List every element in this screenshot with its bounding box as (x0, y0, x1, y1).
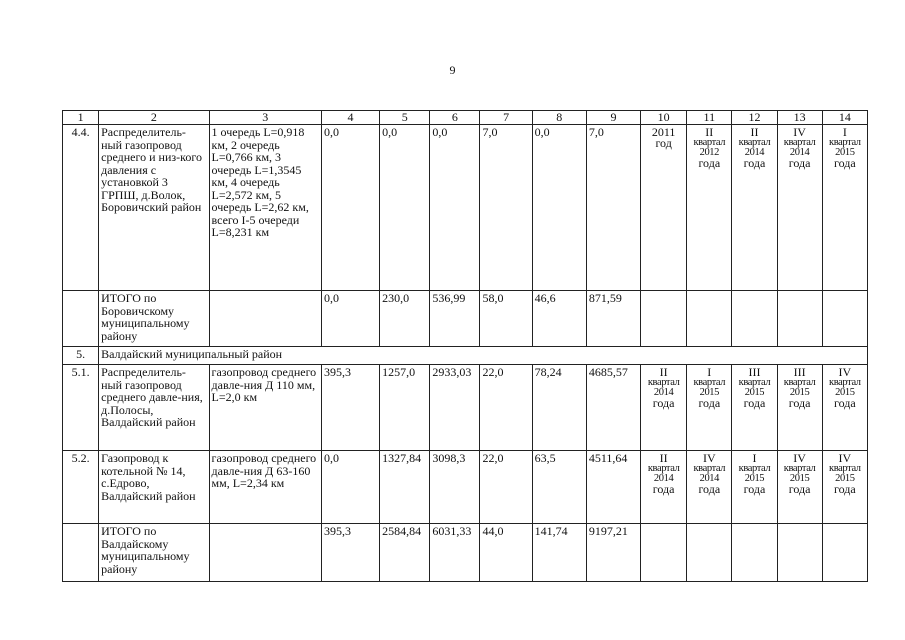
object-spec: 1 очередь L=0,918 км, 2 очередь L=0,766 км, 3 очередь L=1,3545 км, 4 очередь L=2,572 км, 5 очередь L=2,62 км, всего I-5 очереди L=8,231 км (209, 125, 321, 291)
value-cell: 58,0 (480, 291, 532, 347)
value-cell: 46,6 (532, 291, 586, 347)
empty-cell (641, 291, 687, 347)
empty-cell (687, 524, 732, 582)
value-cell: 6031,33 (430, 524, 480, 582)
object-name: Распределитель-ный газопровод среднего давле-ния, д.Полосы, Валдайский район (99, 365, 209, 451)
period-mid: квартал 2014 (738, 137, 771, 158)
value-cell: 1257,0 (380, 365, 430, 451)
value-cell: 0,0 (321, 125, 379, 291)
empty-cell (641, 524, 687, 582)
period-top: IV (838, 365, 852, 379)
value-cell: 1327,84 (380, 451, 430, 524)
object-name: Газопровод к котельной № 14, с.Едрово, Валдайский район (99, 451, 209, 524)
value-cell: 0,0 (532, 125, 586, 291)
period-mid: квартал 2012 (693, 137, 726, 158)
row-id: 5.1. (63, 365, 99, 451)
period-bottom: года (833, 482, 856, 496)
header-cell: 3 (209, 111, 321, 125)
period-bottom: года (652, 396, 675, 410)
period-mid: квартал 2015 (783, 463, 816, 484)
period-cell (687, 125, 732, 291)
period-top: IV (702, 451, 716, 465)
value-cell: 395,3 (321, 365, 379, 451)
value-cell: 3098,3 (430, 451, 480, 524)
row-id (63, 291, 99, 347)
header-row (63, 111, 868, 125)
period-bottom: года (743, 482, 766, 496)
period-mid: квартал 2015 (738, 377, 771, 398)
object-spec (209, 524, 321, 582)
empty-cell (822, 524, 867, 582)
period-bottom: года (743, 156, 766, 170)
value-cell: 871,59 (586, 291, 640, 347)
period-mid: квартал 2015 (829, 137, 861, 158)
object-spec (209, 291, 321, 347)
table-row (63, 125, 868, 291)
period-top: II (659, 451, 668, 465)
period-top: 2011 (651, 125, 676, 139)
investment-table (62, 110, 868, 582)
period-top: II (705, 125, 714, 139)
header-cell: 6 (430, 111, 480, 125)
row-id: 4.4. (63, 125, 99, 291)
value-cell: 4511,64 (586, 451, 640, 524)
value-cell: 78,24 (532, 365, 586, 451)
value-cell: 0,0 (321, 291, 379, 347)
value-cell: 4685,57 (586, 365, 640, 451)
period-cell (641, 451, 687, 524)
total-name: ИТОГО по Валдайскому муниципальному району (99, 524, 209, 582)
period-mid: квартал 2015 (829, 377, 861, 398)
period-cell (777, 125, 822, 291)
object-spec: газопровод среднего давле-ния Д 110 мм, L=2,0 км (209, 365, 321, 451)
total-row (63, 524, 868, 582)
row-id (63, 524, 99, 582)
row-id: 5.2. (63, 451, 99, 524)
header-cell: 12 (732, 111, 777, 125)
period-cell (777, 451, 822, 524)
value-cell: 44,0 (480, 524, 532, 582)
period-bottom: года (833, 156, 856, 170)
period-mid: квартал 2015 (738, 463, 771, 484)
period-top: I (842, 125, 847, 139)
period-mid: квартал 2015 (693, 377, 726, 398)
period-top: III (748, 365, 761, 379)
table-row (63, 451, 868, 524)
empty-cell (777, 524, 822, 582)
value-cell: 0,0 (380, 125, 430, 291)
object-name: Распределитель-ный газопровод среднего и низ-кого давления с установкой 3 ГРПШ, д.Волок, Боровичский район (99, 125, 209, 291)
empty-cell (732, 524, 777, 582)
value-cell: 22,0 (480, 365, 532, 451)
period-cell (822, 451, 867, 524)
period-cell (732, 451, 777, 524)
value-cell: 536,99 (430, 291, 480, 347)
header-cell: 4 (321, 111, 379, 125)
value-cell: 230,0 (380, 291, 430, 347)
period-mid: квартал 2014 (783, 137, 816, 158)
period-cell (641, 125, 687, 291)
period-bottom: года (788, 156, 811, 170)
value-cell: 395,3 (321, 524, 379, 582)
value-cell: 0,0 (321, 451, 379, 524)
header-cell: 7 (480, 111, 532, 125)
section-row (63, 347, 868, 365)
period-top: IV (793, 125, 806, 139)
period-bottom: года (833, 396, 856, 410)
period-bottom: года (788, 482, 811, 496)
value-cell: 63,5 (532, 451, 586, 524)
period-cell (777, 365, 822, 451)
period-mid: квартал 2014 (647, 463, 680, 484)
period-mid: квартал 2014 (693, 463, 726, 484)
period-bottom: года (652, 482, 675, 496)
section-id: 5. (63, 347, 99, 365)
period-bottom: года (698, 156, 721, 170)
period-top: IV (838, 451, 852, 465)
period-top: II (750, 125, 759, 139)
period-top: III (793, 365, 806, 379)
table-row (63, 365, 868, 451)
empty-cell (687, 291, 732, 347)
period-top: IV (793, 451, 806, 465)
total-name: ИТОГО по Боровичскому муниципальному району (99, 291, 209, 347)
period-bottom: года (743, 396, 766, 410)
header-cell: 8 (532, 111, 586, 125)
period-bottom: года (698, 396, 721, 410)
header-cell: 13 (777, 111, 822, 125)
period-cell (732, 365, 777, 451)
value-cell: 2584,84 (380, 524, 430, 582)
value-cell: 9197,21 (586, 524, 640, 582)
header-cell: 10 (641, 111, 687, 125)
value-cell: 2933,03 (430, 365, 480, 451)
period-cell (687, 365, 732, 451)
header-cell: 14 (822, 111, 867, 125)
value-cell: 22,0 (480, 451, 532, 524)
header-cell: 11 (687, 111, 732, 125)
period-cell (687, 451, 732, 524)
period-cell (641, 365, 687, 451)
period-top: I (707, 365, 712, 379)
period-top: II (659, 365, 668, 379)
total-row (63, 291, 868, 347)
period-mid: квартал 2014 (647, 377, 680, 398)
object-spec: газопровод среднего давле-ния Д 63-160 мм, L=2,34 км (209, 451, 321, 524)
value-cell: 141,74 (532, 524, 586, 582)
value-cell: 7,0 (480, 125, 532, 291)
period-bottom: год (655, 136, 672, 150)
period-mid: квартал 2015 (829, 463, 861, 484)
page-number: 9 (449, 63, 456, 77)
section-title: Валдайский муниципальный район (99, 347, 868, 365)
empty-cell (822, 291, 867, 347)
period-cell (822, 365, 867, 451)
period-cell (822, 125, 867, 291)
value-cell: 0,0 (430, 125, 480, 291)
header-cell: 1 (63, 111, 99, 125)
header-cell: 9 (586, 111, 640, 125)
period-top: I (752, 451, 757, 465)
value-cell: 7,0 (586, 125, 640, 291)
empty-cell (777, 291, 822, 347)
period-mid: квартал 2015 (783, 377, 816, 398)
header-cell: 2 (99, 111, 209, 125)
period-bottom: года (788, 396, 811, 410)
period-cell (732, 125, 777, 291)
period-bottom: года (698, 482, 721, 496)
empty-cell (732, 291, 777, 347)
header-cell: 5 (380, 111, 430, 125)
